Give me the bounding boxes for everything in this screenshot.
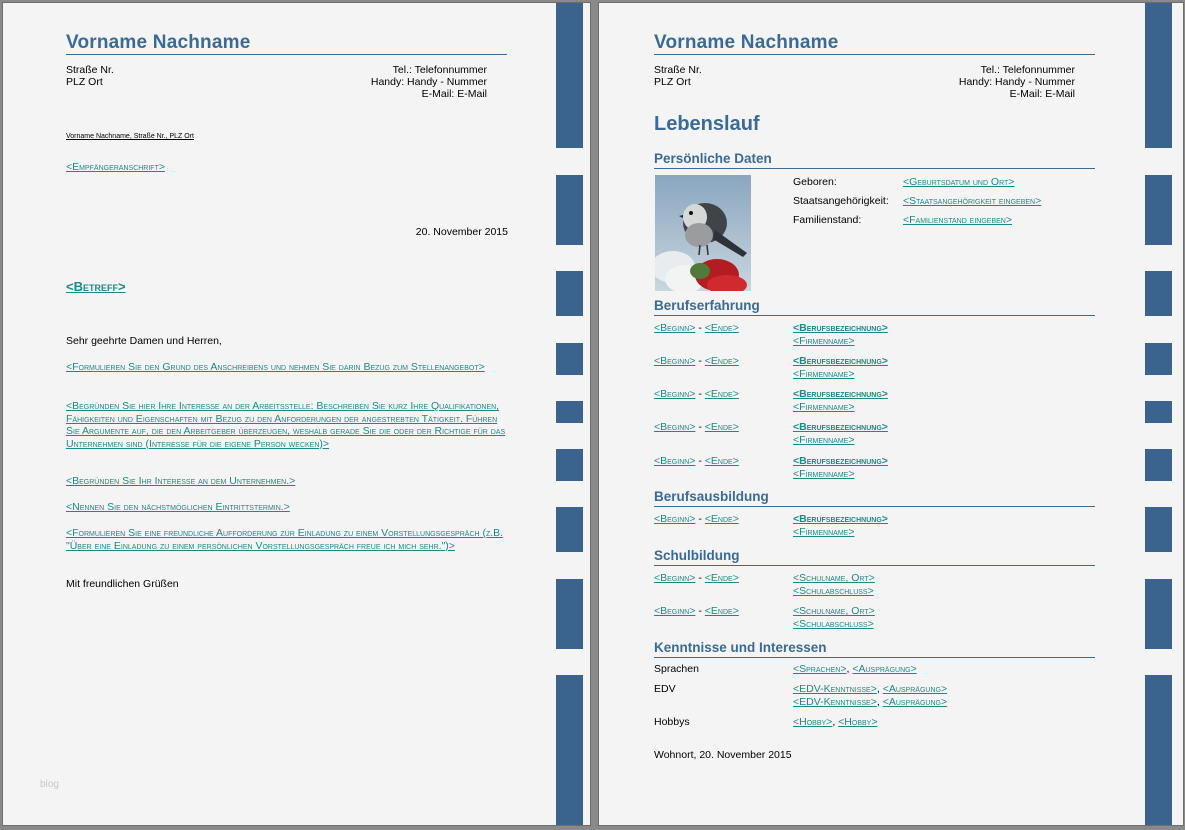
section-rule xyxy=(654,168,1095,169)
school-details xyxy=(793,572,875,597)
skills-label-hobbies: Hobbys xyxy=(654,716,690,728)
level-placeholder[interactable]: <Ausprägung> xyxy=(882,695,948,708)
decor-bar xyxy=(1145,3,1172,148)
school-entry xyxy=(654,572,739,585)
dash: - xyxy=(698,421,702,433)
letter-contact xyxy=(293,64,487,100)
section-heading-personal: Persönliche Daten xyxy=(654,151,772,166)
paragraph-qualifications[interactable]: <Begründen Sie hier Ihre Interesse an der Arbeitsstelle: Beschreiben Sie kurz Ihre Qualifikationen, Fähigkeiten und Eigenschaften mit Bezug zu den Anforderungen der angestrebten Tätigkeit. Führen Sie Argumente auf, die den Arbeitgeber überzeugen, weshalb gerade Sie die oder der Richtige für das Unternehmen sind (Interesse für die eigene Person wecken)> xyxy=(66,400,506,450)
job-title-placeholder[interactable]: <Berufsbezeichnung> xyxy=(793,355,888,367)
city: PLZ Ort xyxy=(654,76,691,88)
end-placeholder[interactable]: <Ende> xyxy=(704,572,739,584)
company-placeholder[interactable]: <Firmenname> xyxy=(793,467,855,480)
skills-hobbies xyxy=(793,716,877,729)
job-title-placeholder[interactable]: <Berufsbezeichnung> xyxy=(793,513,888,525)
company-placeholder[interactable]: <Firmenname> xyxy=(793,367,855,380)
paragraph-company-interest[interactable]: <Begründen Sie Ihr Interesse an dem Unternehmen.> xyxy=(66,475,296,487)
school-name-placeholder[interactable]: <Schulname, Ort> xyxy=(793,572,875,584)
decor-bar xyxy=(1145,675,1172,825)
school-details xyxy=(793,605,875,630)
email: E-Mail: E-Mail xyxy=(1009,88,1075,100)
begin-placeholder[interactable]: <Beginn> xyxy=(654,513,696,525)
end-placeholder[interactable]: <Ende> xyxy=(704,513,739,525)
decor-bar xyxy=(556,579,583,649)
company-placeholder[interactable]: <Firmenname> xyxy=(793,334,855,347)
degree-placeholder[interactable]: <Schulabschluss> xyxy=(793,584,874,597)
section-rule xyxy=(654,565,1095,566)
degree-placeholder[interactable]: <Schulabschluss> xyxy=(793,617,874,630)
skills-label-it: EDV xyxy=(654,683,676,695)
decor-bar xyxy=(1145,401,1172,423)
hobby-placeholder[interactable]: <Hobby> xyxy=(793,716,833,728)
phone: Tel.: Telefonnummer xyxy=(980,64,1075,76)
languages-placeholder[interactable]: <Sprachen> xyxy=(793,663,847,675)
end-placeholder[interactable]: <Ende> xyxy=(704,355,739,367)
phone: Tel.: Telefonnummer xyxy=(392,64,487,76)
dash: - xyxy=(698,388,702,400)
bird-photo-icon xyxy=(655,175,751,291)
job-title-placeholder[interactable]: <Berufsbezeichnung> xyxy=(793,421,888,433)
begin-placeholder[interactable]: <Beginn> xyxy=(654,572,696,584)
dash: - xyxy=(698,455,702,467)
dash: - xyxy=(698,322,702,334)
personal-label-marital: Familienstand: xyxy=(793,214,862,226)
company-placeholder[interactable]: <Firmenname> xyxy=(793,525,855,538)
cover-letter-page xyxy=(2,2,591,826)
dash: - xyxy=(698,605,702,617)
decor-bar xyxy=(556,675,583,825)
experience-entry xyxy=(654,355,739,368)
subject-placeholder[interactable]: <Betreff> xyxy=(66,279,126,294)
comma: , xyxy=(832,716,836,728)
name-underline xyxy=(66,54,507,55)
decor-bar xyxy=(1145,271,1172,316)
begin-placeholder[interactable]: <Beginn> xyxy=(654,605,696,617)
experience-entry xyxy=(654,388,739,401)
dash: - xyxy=(698,572,702,584)
cv-page xyxy=(598,2,1184,826)
mobile: Handy: Handy - Nummer xyxy=(370,76,487,88)
experience-details xyxy=(793,421,888,446)
training-entry xyxy=(654,513,739,526)
section-heading-skills: Kenntnisse und Interessen xyxy=(654,640,827,655)
experience-details xyxy=(793,388,888,413)
dash: - xyxy=(698,355,702,367)
mobile: Handy: Handy - Nummer xyxy=(958,76,1075,88)
begin-placeholder[interactable]: <Beginn> xyxy=(654,388,696,400)
closing: Mit freundlichen Grüßen xyxy=(66,578,179,590)
decor-bar xyxy=(556,271,583,316)
name-underline xyxy=(654,54,1095,55)
skills-it xyxy=(793,683,947,708)
place-date: Wohnort, 20. November 2015 xyxy=(654,749,792,761)
job-title-placeholder[interactable]: <Berufsbezeichnung> xyxy=(793,388,888,400)
experience-details xyxy=(793,355,888,380)
comma: , xyxy=(876,683,880,695)
school-entry xyxy=(654,605,739,618)
letter-name: Vorname Nachname xyxy=(66,32,251,53)
personal-value-marital[interactable]: <Familienstand eingeben> xyxy=(903,214,1012,226)
experience-details xyxy=(793,322,888,347)
personal-value-nationality[interactable]: <Staatsangehörigkeit eingeben> xyxy=(903,195,1042,207)
section-rule xyxy=(654,315,1095,316)
cv-name: Vorname Nachname xyxy=(654,32,839,53)
recipient-placeholder[interactable]: <Empfängeranschrift> xyxy=(66,161,165,173)
decor-bar xyxy=(556,175,583,245)
end-placeholder[interactable]: <Ende> xyxy=(704,455,739,467)
section-rule xyxy=(654,506,1095,507)
it-placeholder[interactable]: <EDV-Kenntnisse> xyxy=(793,695,877,708)
decor-bar xyxy=(1145,343,1172,375)
decor-bar xyxy=(1145,175,1172,245)
city: PLZ Ort xyxy=(66,76,103,88)
experience-entry xyxy=(654,421,739,434)
begin-placeholder[interactable]: <Beginn> xyxy=(654,455,696,467)
it-placeholder[interactable]: <EDV-Kenntnisse> xyxy=(793,683,877,695)
personal-label-nationality: Staatsangehörigkeit: xyxy=(793,195,889,207)
level-placeholder[interactable]: <Ausprägung> xyxy=(852,663,917,675)
decor-bar xyxy=(556,401,583,423)
decor-bar xyxy=(556,3,583,148)
section-heading-experience: Berufserfahrung xyxy=(654,298,760,313)
email: E-Mail: E-Mail xyxy=(421,88,487,100)
decor-bar xyxy=(1145,579,1172,649)
decor-bar xyxy=(556,343,583,375)
skills-languages xyxy=(793,663,917,676)
end-placeholder[interactable]: <Ende> xyxy=(704,421,739,433)
company-placeholder[interactable]: <Firmenname> xyxy=(793,400,855,413)
school-name-placeholder[interactable]: <Schulname, Ort> xyxy=(793,605,875,617)
end-placeholder[interactable]: <Ende> xyxy=(704,605,739,617)
begin-placeholder[interactable]: <Beginn> xyxy=(654,421,696,433)
sender-line: Vorname Nachname, Straße Nr., PLZ Ort xyxy=(66,133,194,140)
cv-title: Lebenslauf xyxy=(654,113,760,135)
personal-label-born: Geboren: xyxy=(793,176,837,188)
paragraph-invitation[interactable]: <Formulieren Sie eine freundliche Aufforderung zur Einladung zu einem Vorstellungsgespräch (z.B. "Über eine Einladung zu einem persönlichen Vorstellungsgespräch freue ich mich sehr.")> xyxy=(66,527,504,552)
watermark: blog xyxy=(40,779,59,790)
personal-value-born[interactable]: <Geburtsdatum und Ort> xyxy=(903,176,1015,188)
job-title-placeholder[interactable]: <Berufsbezeichnung> xyxy=(793,322,888,334)
letter-address xyxy=(66,64,114,88)
decor-bar xyxy=(556,449,583,481)
experience-details xyxy=(793,455,888,480)
decor-bar xyxy=(1145,507,1172,552)
comma: , xyxy=(876,695,880,708)
end-placeholder[interactable]: <Ende> xyxy=(704,322,739,334)
hobby-placeholder[interactable]: <Hobby> xyxy=(838,716,878,728)
skills-label-languages: Sprachen xyxy=(654,663,699,675)
experience-entry xyxy=(654,322,739,335)
paragraph-reason[interactable]: <Formulieren Sie den Grund des Anschreibens und nehmen Sie darin Bezug zum Stellenangebot> xyxy=(66,361,485,373)
end-placeholder[interactable]: <Ende> xyxy=(704,388,739,400)
profile-photo xyxy=(655,175,751,291)
section-heading-training: Berufsausbildung xyxy=(654,489,769,504)
dash: - xyxy=(698,513,702,525)
decor-bar xyxy=(556,507,583,552)
experience-entry xyxy=(654,455,739,468)
training-details xyxy=(793,513,888,538)
job-title-placeholder[interactable]: <Berufsbezeichnung> xyxy=(793,455,888,467)
level-placeholder[interactable]: <Ausprägung> xyxy=(882,683,948,695)
comma: , xyxy=(846,663,850,675)
begin-placeholder[interactable]: <Beginn> xyxy=(654,355,696,367)
cv-contact xyxy=(881,64,1075,100)
section-heading-school: Schulbildung xyxy=(654,548,740,563)
street: Straße Nr. xyxy=(654,64,702,76)
letter-date: 20. November 2015 xyxy=(415,226,508,238)
cv-address xyxy=(654,64,702,88)
street: Straße Nr. xyxy=(66,64,114,76)
section-rule xyxy=(654,657,1095,658)
paragraph-start-date[interactable]: <Nennen Sie den nächstmöglichen Eintrittstermin.> xyxy=(66,501,290,513)
salutation: Sehr geehrte Damen und Herren, xyxy=(66,335,222,347)
begin-placeholder[interactable]: <Beginn> xyxy=(654,322,696,334)
company-placeholder[interactable]: <Firmenname> xyxy=(793,433,855,446)
decor-bar xyxy=(1145,449,1172,481)
